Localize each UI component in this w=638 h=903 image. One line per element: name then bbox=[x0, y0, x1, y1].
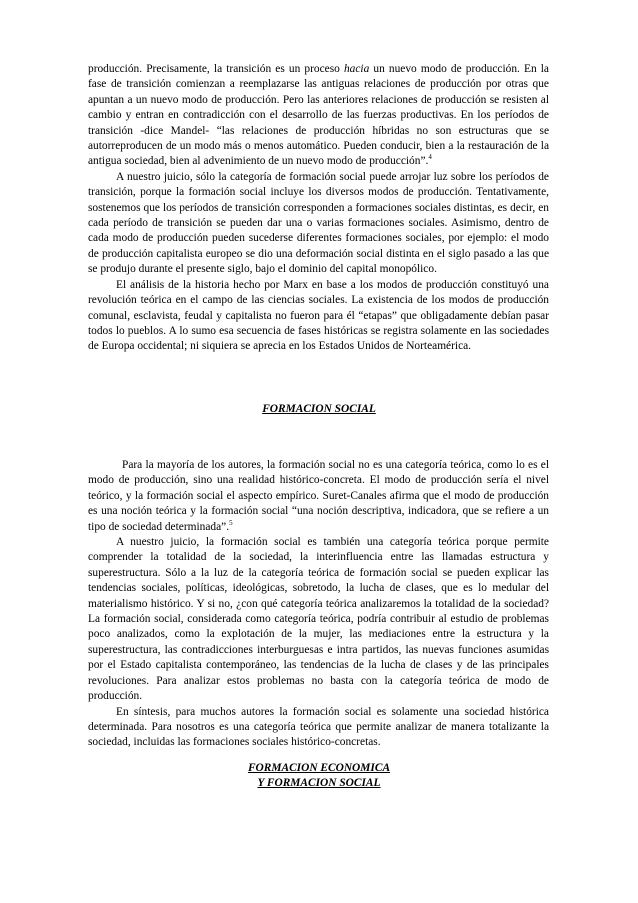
paragraph-majority-authors: Para la mayoría de los autores, la formación social no es una categoría teórica, como lo es el modo de producción, sino una realidad histórico-concreta. El modo de producción sería el nivel teórico, y la formación social el aspecto empírico. Suret-Canales afirma que el modo de producción es una noción teórica y la formación social “una noción descriptiva, indicadora, que se refiere a un tipo de sociedad determinada”.$^5$ bbox=[88, 459, 549, 533]
paragraph-synthesis: En síntesis, para muchos autores la formación social es solamente una sociedad histórica determinada. Para nosotros es una categoría teórica que permite analizar de manera totalizante la sociedad, incluidas las formaciones sociales histórico-concretas. bbox=[88, 705, 549, 749]
section-heading-formacion-social: FORMACION SOCIAL bbox=[262, 403, 376, 415]
paragraph-marx-analysis: El análisis de la historia hecho por Marx en base a los modos de producción constituyó una revolución teórica en el campo de las ciencias sociales. La existencia de los modos de producción comunal, esclavista, feudal y capitalista no fueron para él “etapas” que obligadamente debían pasar todos lo pueblos. A lo sumo esa secuencia de fases históricas se registra solamente en las sociedades de Europa occidental; ni siquiera se aprecia en los Estados Unidos de Norteamérica. bbox=[88, 278, 549, 353]
footnote-ref-5[interactable]: 5 bbox=[229, 518, 233, 527]
footnote-ref-4[interactable]: 4 bbox=[428, 153, 432, 162]
section-heading-formacion-economica bbox=[0, 761, 638, 791]
paragraph-theoretical-category: A nuestro juicio, la formación social es también una categoría teórica porque permite comprender la totalidad de la sociedad, la interinfluencia entre las llamadas estructura y superestructura. Sólo a la luz de la categoría teórica de formación social se pueden explicar las tendencias sociales, políticas, ideológicas, sobretodo, la lucha de clases, que es lo medular del materialismo histórico. Y si no, ¿con qué categoría teórica analizaremos la totalidad de la sociedad? La formación social, considerada como categoría teórica, podría contribuir al estudio de problemas poco analizados, como la explotación de la mujer, las mediaciones entre la estructura y la superestructura, las contradicciones interburguesas e intra partidos, las nuevas funciones asumidas por el Estado capitalista contemporáneo, las tendencias de la lucha de clases y de las principales revoluciones. Para analizar estos problemas no basta con la categoría teórica de modo de producción. bbox=[88, 536, 549, 703]
heading-line-2: Y FORMACION SOCIAL bbox=[257, 777, 381, 789]
emphasis-hacia: hacia bbox=[343, 63, 370, 75]
text-block-transition bbox=[88, 62, 549, 355]
text-block-formacion-social bbox=[88, 458, 549, 751]
paragraph-opinion: A nuestro juicio, sólo la categoría de formación social puede arrojar luz sobre los períodos de transición, porque la formación social incluye los diversos modos de producción. Tentativamente, sostenemos que los períodos de transición corresponden a formaciones sociales distintas, es decir, en cada período de transición se pueden dar una o varias formaciones sociales. Asimismo, dentro de cada modo de producción pueden sucederse diferentes formaciones sociales, por ejemplo: el modo de producción capitalista europeo se dio una deformación social distinta en el siglo pasado a las que se produjo durante el presente siglo, bajo el dominio del capital monopólico. bbox=[88, 170, 549, 276]
paragraph-transition: producción. Precisamente, la transición es un proceso hacia un nuevo modo de producción. En la fase de transición comienzan a reemplazarse las antiguas relaciones de producción por otras que apuntan a un nuevo modo de producción. Pero las anteriores relaciones de producción se resisten al cambio y entran en contradicción con el desarrollo de las fuerzas productivas. En los períodos de transición -dice Mandel- “las relaciones de producción híbridas no son estructuras que se autorreproducen de un modo más o menos automático. Pueden conducir, bien a la restauración de la antigua sociedad, bien al advenimiento de un nuevo modo de producción”.$^4$ bbox=[88, 63, 549, 168]
heading-line-1: FORMACION ECONOMICA bbox=[247, 762, 391, 774]
